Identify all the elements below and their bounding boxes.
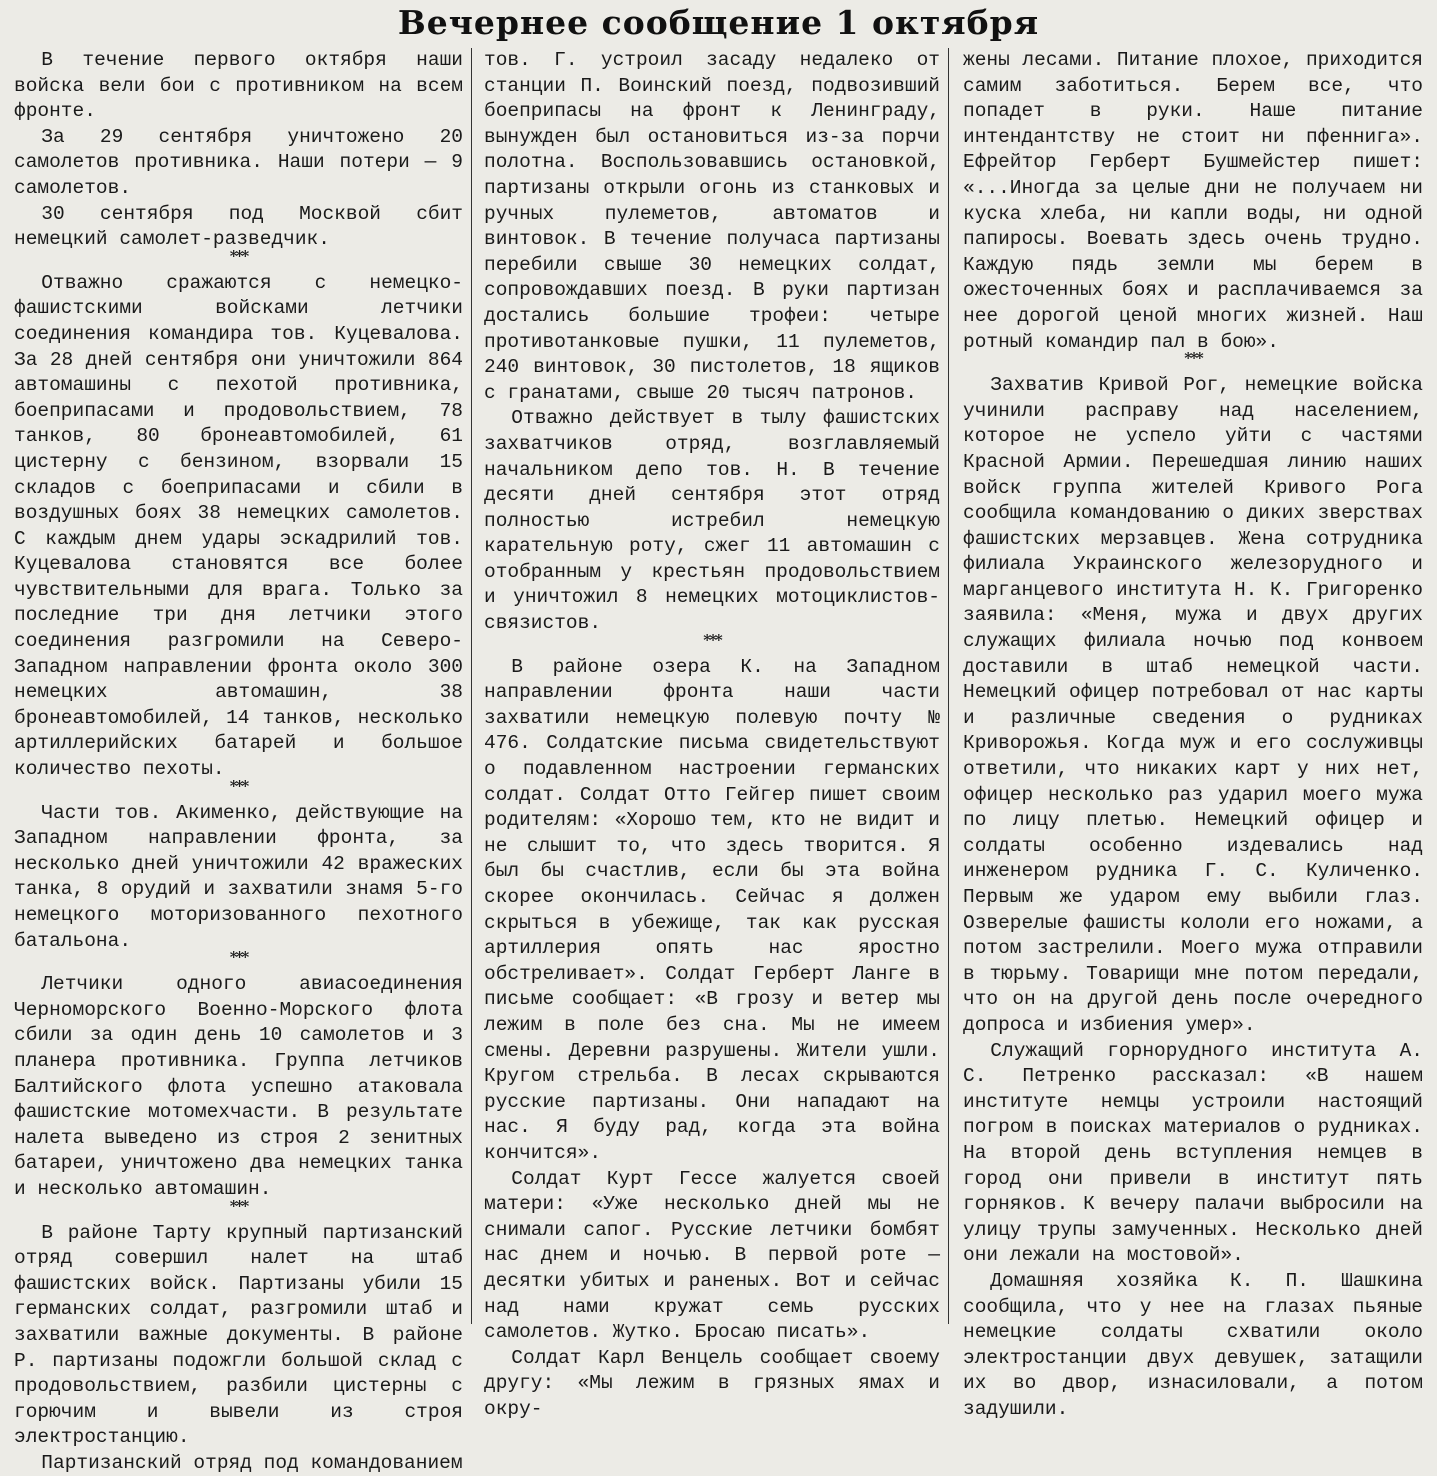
section-separator: *** xyxy=(229,246,248,265)
headline: Вечернее сообщение 1 октября xyxy=(397,3,1040,42)
paragraph: Служащий горнорудного института А. С. Петренко рассказал: «В нашем институте немцы устроили настоящий погром в поисках материалов о рудниках. На второй день вступления немцев в город они привели в институт пять горняков. К вечеру палачи выбросили на улицу трупы замученных. Несколько дней они лежали на мостовой». xyxy=(963,1039,1423,1267)
section-separator: *** xyxy=(703,630,721,649)
paragraph: В течение первого октября наши войска вели бои с противником на всем фронте. xyxy=(14,49,463,123)
paragraph: В районе озера К. на Западном направлении фронта наши части захватили немецкую полевую почту № 476. Солдатские письма свидетельствуют о подавленном настроении германских солдат. Солдат Отто Гейгер пишет своим родителям: «Хорошо тем, кто не видит и не слышит то, что здесь творится. Я был бы счастлив, если бы эта война скорее окончилась. Сейчас я должен скрыться в убежище, так как русская артиллерия опять нас яростно обстреливает». Солдат Герберт Ланге в письме сообщает: «В грозу и ветер мы лежим в поле без сна. Мы не имеем смены. Деревни разрушены. Жители ушли. Кругом стрельба. В лесах скрываются русские партизаны. Они нападают на нас. Я буду рад, когда эта война кончится». xyxy=(484,655,940,1164)
section-separator: *** xyxy=(229,776,248,795)
section-separator: *** xyxy=(229,948,248,967)
column-3 xyxy=(949,48,1427,1420)
column-2 xyxy=(472,48,949,1420)
paragraph: Партизанский отряд под командованием xyxy=(41,1451,463,1474)
paragraph: жены лесами. Питание плохое, приходится самим заботиться. Берем все, что попадет в руки. Наше питание интендантству не стоит ни пфеннига». Ефрейтор Герберт Бушмейстер пишет: «...Иногда за целые дни не получаем ни куска хлеба, ни капли воды, ни одной папиросы. Воевать здесь очень трудно. Каждую пядь земли мы берем в ожесточенных боях и расплачиваемся за нее дорогой ценой многих жизней. Наш ротный командир пал в бою». xyxy=(963,49,1423,353)
paragraph: Домашняя хозяйка К. П. Шашкина сообщила, что у нее на глазах пьяные немецкие солдаты схватили около электростанции двух девушек, затащили их во двор, изнасиловали, а потом задушили. xyxy=(963,1269,1423,1420)
paragraph: Отважно сражаются с немецко-фашистскими войсками летчики соединения командира тов. Куцевалова. За 28 дней сентября они уничтожили 864 автомашины с пехотой противника, боеприпасами и продовольствием, 78 танков, 80 бронеавтомобилей, 61 цистерну с бензином, взорвали 15 складов с боеприпасами и сбили в воздушных боях 38 немецких самолетов. С каждым днем удары эскадрилий тов. Куцевалова становятся все более чувствительными для врага. Только за последние три дня летчики этого соединения разгромили на Северо-Западном направлении фронта около 300 немецких автомашин, 38 бронеавтомобилей, 14 танков, несколько артиллерийских батарей и большое количество пехоты. xyxy=(14,271,463,781)
paragraph: Летчики одного авиасоединения Черноморского Военно-Морского флота сбили за один день 10 самолетов и 3 планера противника. Группа летчиков Балтийского флота успешно атаковала фашистские мотомехчасти. В результате налета выведено из строя 2 зенитных батареи, уничтожено два немецких танка и несколько автомашин. xyxy=(14,973,463,1200)
section-separator: *** xyxy=(1184,349,1202,368)
paragraph: Части тов. Акименко, действующие на Западном направлении фронта, за несколько дней уничтожили 42 вражеских танка, 8 орудий и захватили знамя 5-го немецкого моторизованного пехотного батальона. xyxy=(14,801,463,952)
column-1 xyxy=(10,48,472,1474)
section-separator: *** xyxy=(229,1196,248,1215)
paragraph: тов. Г. устроил засаду недалеко от станции П. Воинский поезд, подвозивший боеприпасы на фронт к Ленинграду, вынужден был остановиться из-за порчи полотна. Воспользовавшись остановкой, партизаны открыли огонь из станковых и ручных пулеметов, автоматов и винтовок. В течение получаса партизаны перебили свыше 30 немецких солдат, сопровождавших поезд. В руки партизан достались большие трофеи: четыре противотанковые пушки, 11 пулеметов, 240 винтовок, 30 пистолетов, 18 ящиков с гранатами, свыше 20 тысяч патронов. xyxy=(484,49,940,404)
paragraph: Отважно действует в тылу фашистских захватчиков отряд, возглавляемый начальником депо тов. Н. В течение десяти дней сентября этот отряд полностью истребил немецкую карательную роту, сжег 11 автомашин с отобранным у крестьян продовольствием и уничтожил 8 немецких мотоциклистов-связистов. xyxy=(484,407,940,635)
paragraph: Солдат Карл Венцель сообщает своему другу: «Мы лежим в грязных ямах и окру- xyxy=(484,1346,940,1420)
paragraph: В районе Тарту крупный партизанский отряд совершил налет на штаб фашистских войск. Партизаны убили 15 германских солдат, разгромили штаб и захватили важные документы. В районе Р. партизаны подожгли большой склад с продовольствием, разбили цистерны с горючим и вывели из строя электростанцию. xyxy=(14,1221,463,1449)
paragraph: Захватив Кривой Рог, немецкие войска учинили расправу над населением, которое не успело уйти с частями Красной Армии. Перешедшая линию наших войск группа жителей Кривого Рога сообщила командованию о диких зверствах фашистских мерзавцев. Жена сотрудника филиала Украинского железорудного и марганцевого института Н. К. Григоренко заявила: «Меня, мужа и двух других служащих филиала ночью под конвоем доставили в штаб немецкой части. Немецкий офицер потребовал от нас карты и различные сведения о рудниках Криворожья. Когда муж и его сослуживцы ответили, что никаких карт у них нет, офицер несколько раз ударил моего мужа по лицу плетью. Немецкий офицер и солдаты особенно издевались над инженером рудника Г. С. Куличенко. Первым же ударом ему выбили глаз. Озверелые фашисты кололи его ножами, а потом застрелили. Моего мужа отправили в тюрьму. Товарищи мне потом передали, что он на другой день после очередного допроса и избиения умер». xyxy=(963,374,1423,1036)
paragraph: За 29 сентября уничтожено 20 самолетов противника. Наши потери — 9 самолетов. xyxy=(14,125,463,199)
paragraph: 30 сентября под Москвой сбит немецкий самолет-разведчик. xyxy=(14,202,463,251)
paragraph: Солдат Курт Гессе жалуется своей матери: «Уже несколько дней мы не снимали сапог. Русские летчики бомбят нас днем и ночью. В первой роте — десятки убитых и раненых. Вот и сейчас над нами кружат семь русских самолетов. Жутко. Бросаю писать». xyxy=(484,1167,940,1344)
article-columns xyxy=(10,48,1427,1474)
